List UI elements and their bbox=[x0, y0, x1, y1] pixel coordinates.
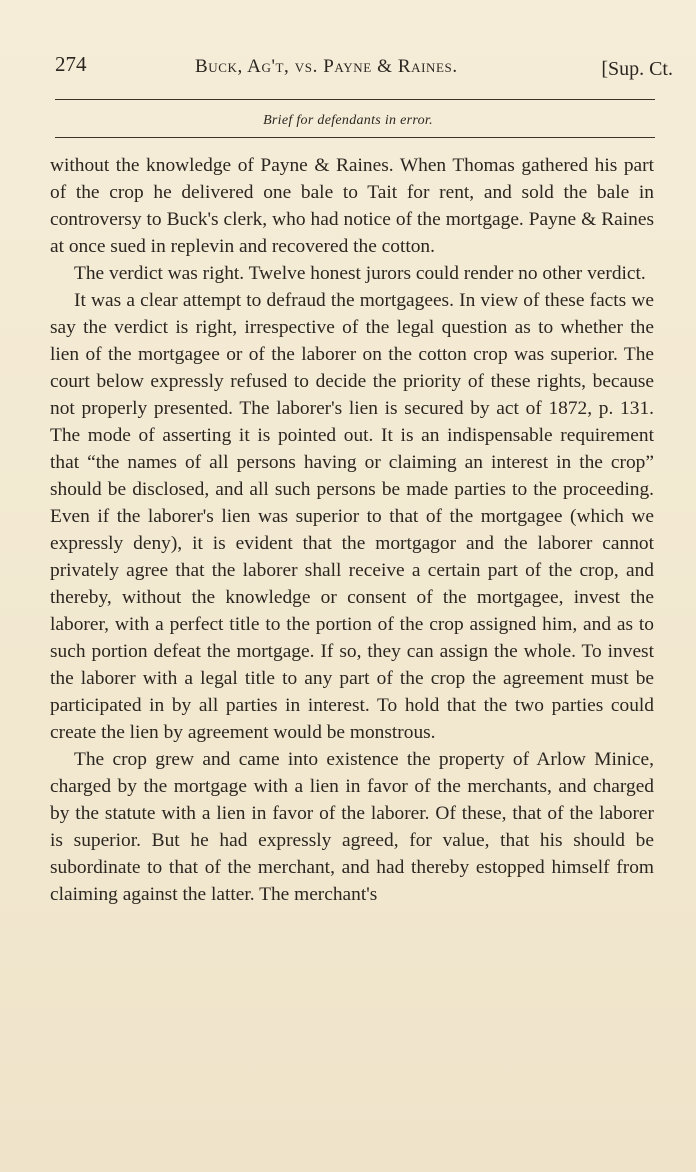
paragraph: without the knowledge of Payne & Raines. When Thomas gathered his part of the crop he delivered one bale to Tait for rent, and sold the bale in controversy to Buck's clerk, who had notice of the mortgage. Payne & Raines at once sued in replevin and recovered the cotton. bbox=[50, 155, 654, 257]
case-title: Buck, Ag't, vs. Payne & Raines. bbox=[195, 56, 458, 77]
paragraph: It was a clear attempt to defraud the mortgagees. In view of these facts we say the verdict is right, irrespective of the legal question as to whether the lien of the mortgagee or of the laborer on the cotton crop was superior. The court below expressly refused to decide the priority of these rights, because not properly presented. The laborer's lien is secured by act of 1872, p. 131. The mode of asserting it is pointed out. It is an indispensable requirement that “the names of all persons having or claiming an interest in the crop” should be disclosed, and all such persons be made parties to the proceeding. Even if the laborer's lien was superior to that of the mortgagee (which we expressly deny), it is evident that the mortgagor and the laborer cannot privately agree that the laborer shall receive a certain part of the crop, and thereby, without the knowledge or consent of the mortgagee, invest the laborer, with a perfect title to the portion of the crop assigned him, and as to such portion defeat the mortgage. If so, they can assign the whole. To invest the laborer with a legal title to any part of the crop the agreement must be participated in by all parties in interest. To hold that the two parties could create the lien by agreement would be monstrous. bbox=[50, 290, 654, 743]
header-rule-bottom bbox=[55, 137, 655, 138]
paragraph: The crop grew and came into existence the property of Arlow Minice, charged by the mortgage with a lien in favor of the merchants, and charged by the statute with a lien in favor of the laborer. Of these, that of the laborer is superior. But he had expressly agreed, for value, that his should be subordinate to that of the merchant, and had thereby estopped himself from claiming against the latter. The merchant's bbox=[50, 749, 654, 905]
running-header bbox=[55, 52, 673, 86]
court-label: [Sup. Ct. bbox=[601, 58, 673, 80]
paragraph: The verdict was right. Twelve honest jurors could render no other verdict. bbox=[74, 263, 646, 284]
body-text bbox=[50, 152, 654, 908]
page-number: 274 bbox=[55, 52, 87, 76]
header-rule-top bbox=[55, 99, 655, 100]
brief-subheading: Brief for defendants in error. bbox=[263, 113, 433, 128]
